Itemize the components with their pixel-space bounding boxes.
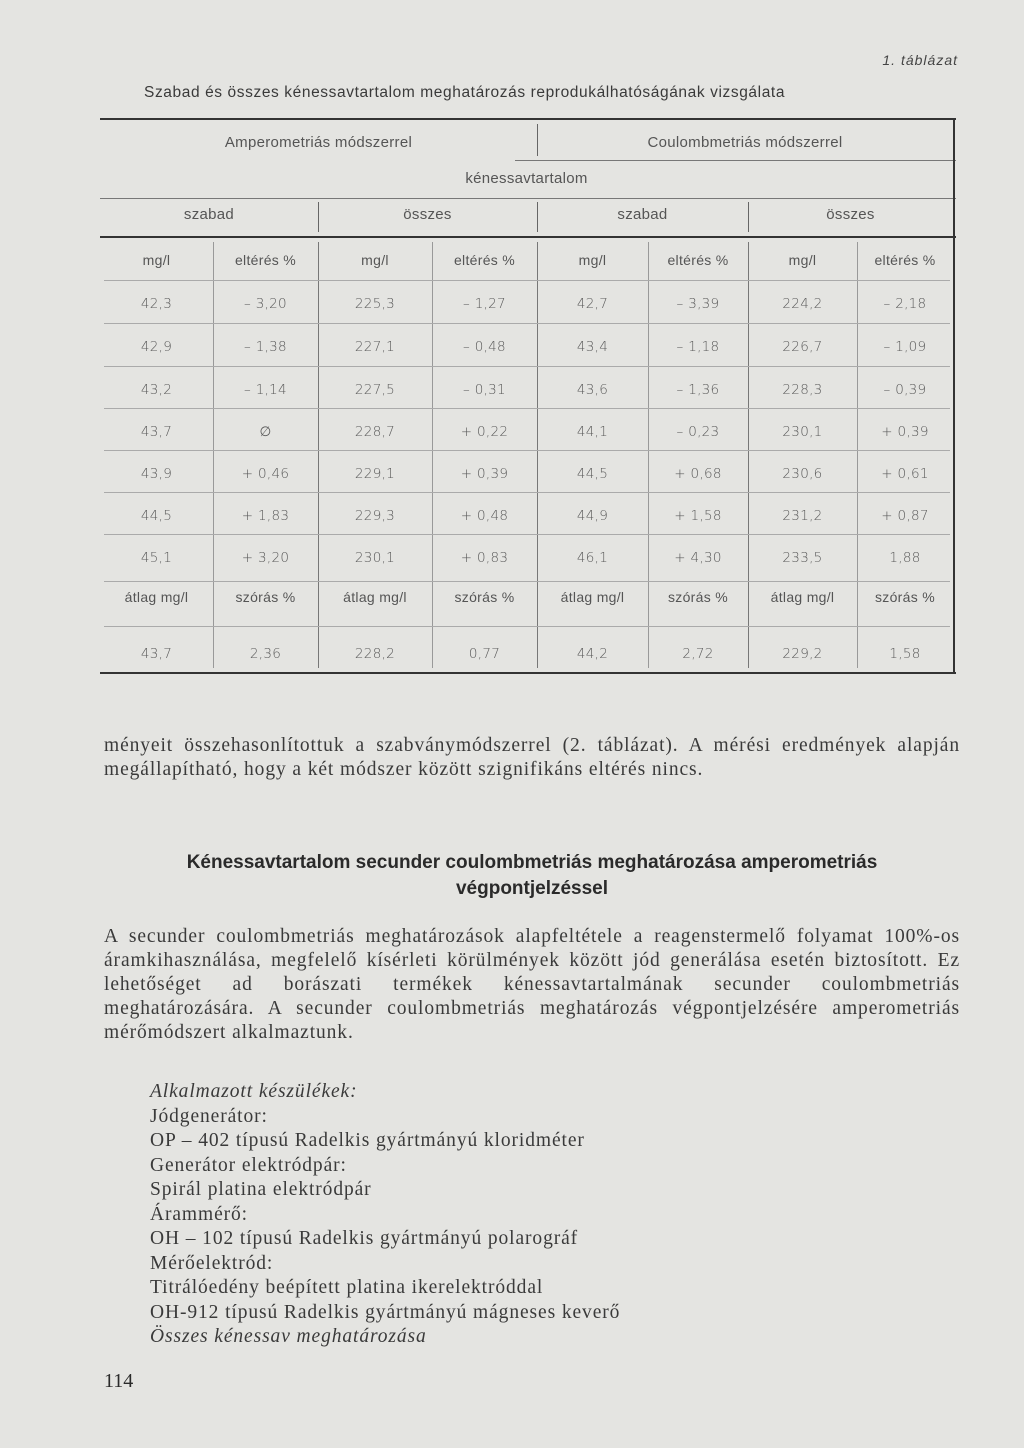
content-header: kénessavtartalom [465,170,588,187]
table-cell: – 0,23 [676,424,720,440]
equipment-heading: Alkalmazott készülékek: [150,1081,358,1102]
equipment-line: Mérőelektród: [150,1252,274,1274]
summary-value: 43,7 [140,646,173,662]
table-cell: 43,9 [140,466,173,482]
table-cell: + 0,68 [674,466,722,482]
table-cell: 1,88 [889,550,921,566]
column-header: mg/l [578,252,607,268]
equipment-line: Generátor elektródpár: [150,1154,347,1176]
column-header: mg/l [142,252,171,268]
table-label: 1. táblázat [882,52,958,68]
table-cell: ∅ [259,424,272,440]
equipment-line: OP – 402 típusú Radelkis gyártmányú kloridméter [150,1130,585,1151]
table-cell: 42,3 [140,296,173,312]
summary-value: 0,77 [468,646,501,662]
table-bottom-rule [100,672,956,674]
table-cell: – 1,14 [244,382,287,398]
row-rule [104,626,950,627]
table-cell: + 0,22 [460,424,509,440]
table-cell: 233,5 [782,550,823,566]
summary-value: 1,58 [889,646,921,662]
table-cell: 44,9 [576,508,609,524]
row-rule [104,366,950,367]
table-top-rule [100,118,956,120]
table-cell: + 0,83 [460,550,509,566]
table-cell: – 3,20 [244,296,287,312]
table-cell: 43,6 [576,382,609,398]
summary-value: 2,36 [249,646,282,662]
table-cell: 44,1 [576,424,609,440]
summary-header: átlag mg/l [124,589,189,605]
table-cell: 230,1 [354,550,396,566]
section-title-line: Kénessavtartalom secunder coulombmetriás meghatározása amperometriás [186,852,878,873]
table-cell: + 0,61 [881,466,929,482]
section-title-line: végpontjelzéssel [455,878,609,899]
equipment-list [150,1080,850,1350]
table-cell: – 1,09 [883,339,927,355]
table-cell: – 2,18 [883,296,927,312]
table-cell: + 4,30 [674,550,722,566]
table-cell: 228,3 [782,382,823,398]
column-header: eltérés % [874,252,936,268]
table-cell: + 0,39 [460,466,509,482]
table-cell: 42,7 [576,296,609,312]
table-cell: 45,1 [140,550,173,566]
row-rule [104,408,950,409]
table-cell: + 3,20 [241,550,290,566]
table-cell: – 0,48 [463,339,506,355]
table-cell: 44,5 [140,508,173,524]
table-cell: 225,3 [354,296,396,312]
table-cell: – 1,18 [676,339,720,355]
table-cell: 227,5 [354,382,396,398]
column-header: mg/l [361,252,389,268]
group-header: összes [403,206,452,223]
table-cell: + 0,87 [881,508,929,524]
column-header: eltérés % [453,252,516,268]
table-cell: – 1,36 [676,382,720,398]
group-header: szabad [183,206,235,223]
row-rule [104,280,950,281]
table-cell: 42,9 [140,339,173,355]
table-right-border [953,118,955,674]
table-cell: 230,1 [782,424,823,440]
equipment-line: OH-912 típusú Radelkis gyártmányú mágneses keverő [150,1301,621,1323]
group-header: összes [826,206,875,223]
summary-header: átlag mg/l [343,589,407,605]
paragraph-comparison: ményeit összehasonlítottuk a szabványmódszerrel (2. táblázat). A mérési eredmények alapján megállapítható, hogy a két módszer között szignifikáns eltérés nincs. [104,735,960,780]
table-cell: + 0,48 [460,508,509,524]
table-cell: 227,1 [354,339,396,355]
table-cell: 46,1 [576,550,609,566]
paragraph-method: A secunder coulombmetriás meghatározások alapfeltétele a reagenstermelő folyamat 100%-os áramkihasználása, megfelelő kísérleti körülmények között jód generálása esetén biztosított. Ez lehetőséget ad borászati termékek kénessavtartalmának secunder coulombmetriás meghatározására. A secunder coulombmetriás meghatározás végpontjelzésére amperometriás mérőmódszert alkalmaztunk. [104,926,960,1043]
header-rule-3 [100,236,956,238]
table-cell: 230,6 [782,466,823,482]
row-rule [104,581,950,582]
equipment-line: Jódgenerátor: [150,1105,268,1127]
table-cell: – 0,39 [883,382,927,398]
table-cell: 228,7 [354,424,396,440]
row-rule [104,534,950,535]
header-rule-2 [100,198,956,199]
table-cell: + 0,46 [241,466,290,482]
table-cell: – 1,38 [244,339,287,355]
summary-header: átlag mg/l [770,589,835,605]
table-cell: + 0,39 [881,424,929,440]
table-cell: 43,4 [576,339,609,355]
summary-header: szórás % [235,589,296,605]
column-header: eltérés % [234,252,297,268]
summary-value: 44,2 [576,646,609,662]
column-header: eltérés % [667,252,729,268]
equipment-line: Spirál platina elektródpár [150,1179,372,1200]
page-number: 114 [104,1370,134,1392]
table-cell: – 3,39 [676,296,720,312]
equipment-line: Árammérő: [150,1203,248,1225]
summary-value: 229,2 [782,646,823,662]
method-header-amperometric: Amperometriás módszerrel [224,134,413,151]
table-cell: 43,7 [140,424,173,440]
table-title: Szabad és összes kénessavtartalom meghatározás reprodukálhatóságának vizsgálata [144,84,786,101]
method-header-coulometric: Coulombmetriás módszerrel [647,134,843,151]
equipment-line: Titrálóedény beépített platina ikerelektróddal [150,1277,544,1298]
group-header: szabad [617,206,668,223]
row-rule [104,450,950,451]
row-rule [104,323,950,324]
summary-header: szórás % [875,589,935,605]
summary-header: átlag mg/l [560,589,625,605]
column-header: mg/l [788,252,817,268]
summary-value: 228,2 [354,646,396,662]
table-cell: 231,2 [782,508,823,524]
summary-header: szórás % [668,589,728,605]
section-title [104,850,960,902]
table-cell: 43,2 [140,382,173,398]
equipment-line: OH – 102 típusú Radelkis gyártmányú polarográf [150,1228,579,1249]
table-cell: – 1,27 [463,296,506,312]
table-cell: + 1,83 [241,508,290,524]
table-cell: 44,5 [576,466,609,482]
table-cell: 224,2 [782,296,823,312]
data-table [100,118,956,676]
table-cell: – 0,31 [463,382,506,398]
summary-header: szórás % [454,589,515,605]
table-cell: 229,1 [354,466,396,482]
equipment-footer: Összes kénessav meghatározása [150,1326,427,1347]
table-cell: + 1,58 [674,508,722,524]
summary-value: 2,72 [682,646,714,662]
table-cell: 229,3 [354,508,396,524]
table-cell: 226,7 [782,339,823,355]
header-rule-1 [515,160,956,161]
row-rule [104,492,950,493]
